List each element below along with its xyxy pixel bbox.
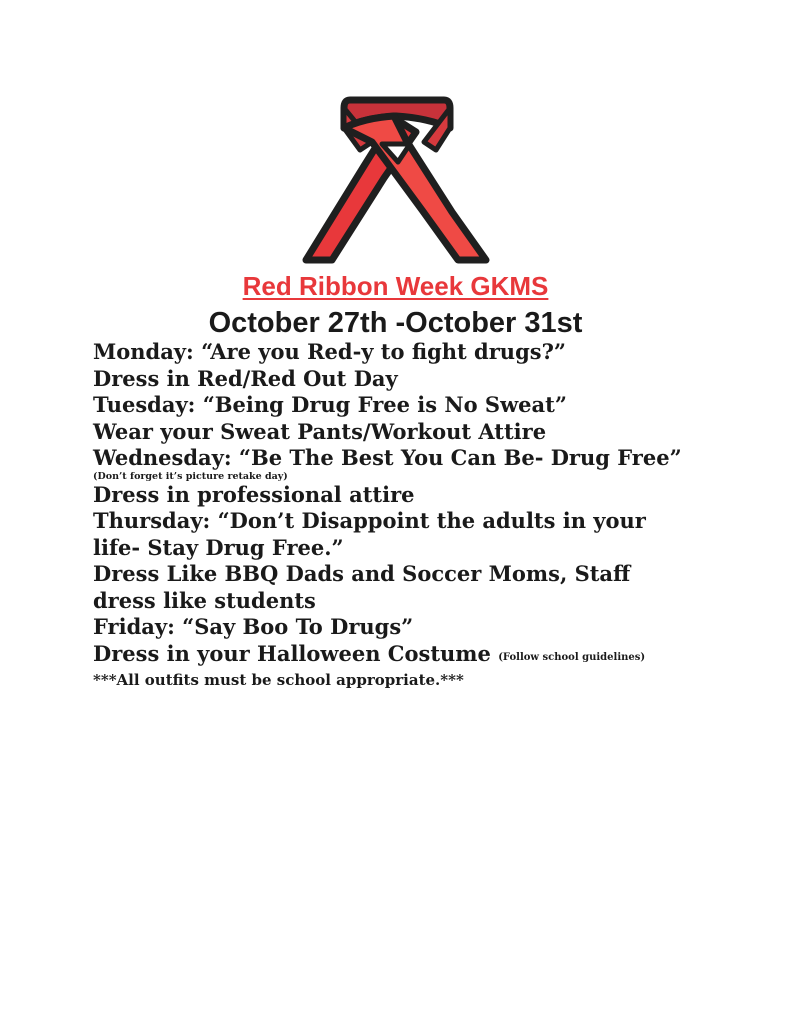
friday-note: (Follow school guidelines) bbox=[498, 651, 646, 663]
tuesday-dress: Wear your Sweat Pants/Workout Attire bbox=[93, 418, 547, 444]
wednesday-theme: Wednesday: “Be The Best You Can Be- Drug Free” bbox=[93, 445, 682, 470]
thursday-dress-line2: dress like students bbox=[93, 587, 316, 613]
tuesday-theme: Tuesday: “Being Drug Free is No Sweat” bbox=[93, 392, 567, 417]
wednesday-dress: Dress in professional attire bbox=[93, 481, 415, 507]
monday-dress: Dress in Red/Red Out Day bbox=[93, 365, 398, 391]
wednesday-note: (Don’t forget it’s picture retake day) bbox=[93, 470, 288, 482]
schedule-list bbox=[93, 339, 733, 690]
red-ribbon-icon bbox=[300, 92, 492, 268]
date-range: October 27th -October 31st bbox=[208, 307, 583, 339]
thursday-theme-line1: Thursday: “Don’t Disappoint the adults in your bbox=[93, 508, 646, 533]
footer-note: ***All outfits must be school appropriate.*** bbox=[93, 671, 464, 689]
thursday-dress-line1: Dress Like BBQ Dads and Soccer Moms, Staff bbox=[93, 561, 631, 586]
friday-dress-row bbox=[93, 641, 733, 672]
monday-theme: Monday: “Are you Red-y to fight drugs?” bbox=[93, 339, 566, 364]
friday-theme: Friday: “Say Boo To Drugs” bbox=[93, 614, 414, 639]
page-title: Red Ribbon Week GKMS bbox=[242, 271, 549, 301]
thursday-theme-line2: life- Stay Drug Free.” bbox=[93, 534, 344, 560]
friday-dress: Dress in your Halloween Costume bbox=[93, 640, 491, 666]
